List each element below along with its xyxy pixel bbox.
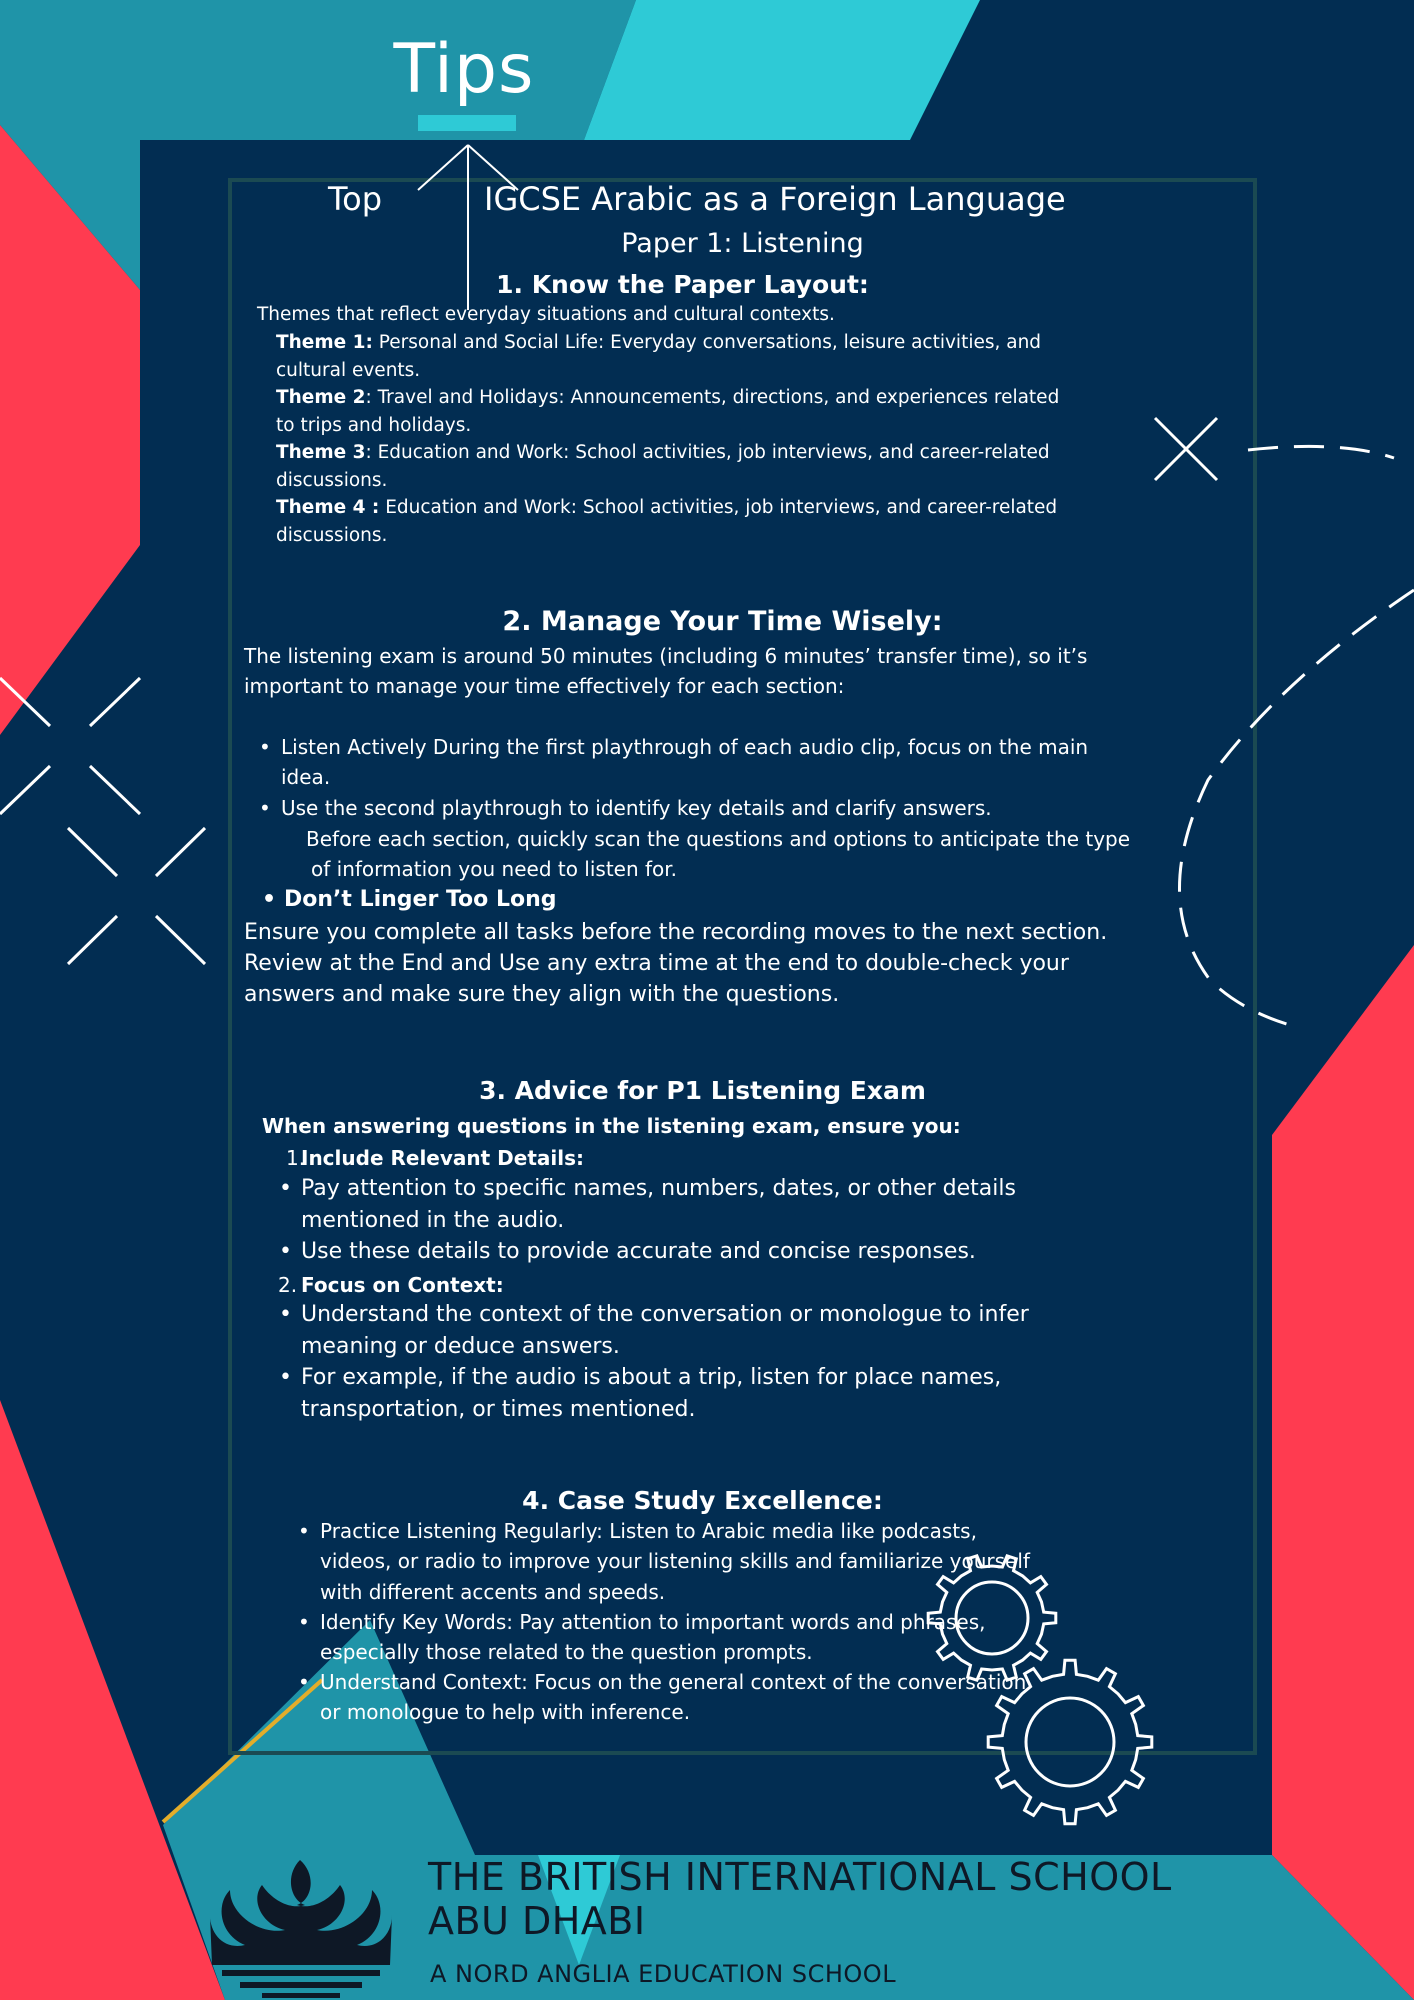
section2-outro-line3: answers and make sure they align with the questions. bbox=[244, 982, 840, 1007]
section3-item2-title: Focus on Context: bbox=[301, 1273, 504, 1297]
section2-bullet1-line1: • Listen Actively During the first playthrough of each audio clip, focus on the main bbox=[281, 735, 1088, 759]
section3-item1-bullet1-line2: mentioned in the audio. bbox=[301, 1208, 565, 1233]
section3-intro: When answering questions in the listening exam, ensure you: bbox=[262, 1114, 961, 1138]
section3-item2-bullet1-line2: meaning or deduce answers. bbox=[301, 1334, 620, 1359]
section3-item2-number: 2. bbox=[278, 1273, 298, 1297]
section4-bullet3-line1: • Understand Context: Focus on the general context of the conversation bbox=[320, 1670, 1026, 1694]
section1-heading: 1. Know the Paper Layout: bbox=[496, 270, 869, 299]
section2-intro-line1: The listening exam is around 50 minutes (including 6 minutes’ transfer time), so it’s bbox=[244, 644, 1088, 668]
section3-item2-bullet1-line1: • Understand the context of the conversation or monologue to infer bbox=[301, 1302, 1029, 1327]
theme-1-line1: Theme 1: Personal and Social Life: Everyday conversations, leisure activities, and bbox=[276, 332, 1042, 353]
section4-heading: 4. Case Study Excellence: bbox=[522, 1486, 883, 1515]
section3-item2-bullet2-line1: • For example, if the audio is about a trip, listen for place names, bbox=[301, 1365, 1001, 1390]
theme-2-line2: to trips and holidays. bbox=[276, 415, 472, 436]
theme-1-line2: cultural events. bbox=[276, 360, 421, 381]
section2-indent-line2: of information you need to listen for. bbox=[311, 857, 678, 881]
section2-bullet3: • Don’t Linger Too Long bbox=[284, 887, 557, 912]
school-subtitle: A NORD ANGLIA EDUCATION SCHOOL bbox=[430, 1960, 897, 1988]
page-title: Tips bbox=[393, 30, 535, 109]
section2-bullet1-line2: idea. bbox=[281, 765, 331, 789]
section2-bullet2: • Use the second playthrough to identify key details and clarify answers. bbox=[281, 796, 992, 820]
section3-item1-number: 1. bbox=[286, 1146, 306, 1170]
section4-bullet1-line1: • Practice Listening Regularly: Listen to Arabic media like podcasts, bbox=[320, 1519, 977, 1543]
school-name: THE BRITISH INTERNATIONAL SCHOOL ABU DHABI bbox=[428, 1855, 1172, 1943]
section2-indent-line1: Before each section, quickly scan the questions and options to anticipate the type bbox=[306, 827, 1131, 851]
section4-bullet2-line1: • Identify Key Words: Pay attention to important words and phrases, bbox=[320, 1610, 985, 1634]
section2-outro-line1: Ensure you complete all tasks before the recording moves to the next section. bbox=[244, 920, 1108, 945]
theme-4-line1: Theme 4 : Education and Work: School activities, job interviews, and career-related bbox=[276, 497, 1058, 518]
section1-intro: Themes that reflect everyday situations and cultural contexts. bbox=[257, 304, 835, 325]
theme-3-line2: discussions. bbox=[276, 470, 388, 491]
title-course: IGCSE Arabic as a Foreign Language bbox=[484, 180, 1066, 218]
section3-item1-bullet1-line1: • Pay attention to specific names, numbers, dates, or other details bbox=[301, 1176, 1016, 1201]
section2-outro-line2: Review at the End and Use any extra time at the end to double-check your bbox=[244, 951, 1069, 976]
section3-item1-bullet2: • Use these details to provide accurate and concise responses. bbox=[301, 1239, 976, 1264]
theme-2-line1: Theme 2: Travel and Holidays: Announcements, directions, and experiences related bbox=[276, 387, 1060, 408]
section3-item1-title: Include Relevant Details: bbox=[301, 1146, 584, 1170]
section2-heading: 2. Manage Your Time Wisely: bbox=[502, 606, 943, 637]
section2-intro-line2: important to manage your time effectively for each section: bbox=[244, 674, 845, 698]
title-top-word: Top bbox=[328, 180, 382, 218]
section3-item2-bullet2-line2: transportation, or times mentioned. bbox=[301, 1397, 696, 1422]
theme-4-line2: discussions. bbox=[276, 525, 388, 546]
section3-heading: 3. Advice for P1 Listening Exam bbox=[479, 1076, 926, 1105]
section4-bullet3-line2: or monologue to help with inference. bbox=[320, 1700, 691, 1724]
theme-3-line1: Theme 3: Education and Work: School activities, job interviews, and career-related bbox=[276, 442, 1050, 463]
section4-bullet2-line2: especially those related to the question prompts. bbox=[320, 1640, 813, 1664]
section4-bullet1-line2: videos, or radio to improve your listening skills and familiarize yourself bbox=[320, 1549, 1030, 1573]
section4-bullet1-line3: with different accents and speeds. bbox=[320, 1580, 666, 1604]
title-paper: Paper 1: Listening bbox=[621, 228, 864, 259]
